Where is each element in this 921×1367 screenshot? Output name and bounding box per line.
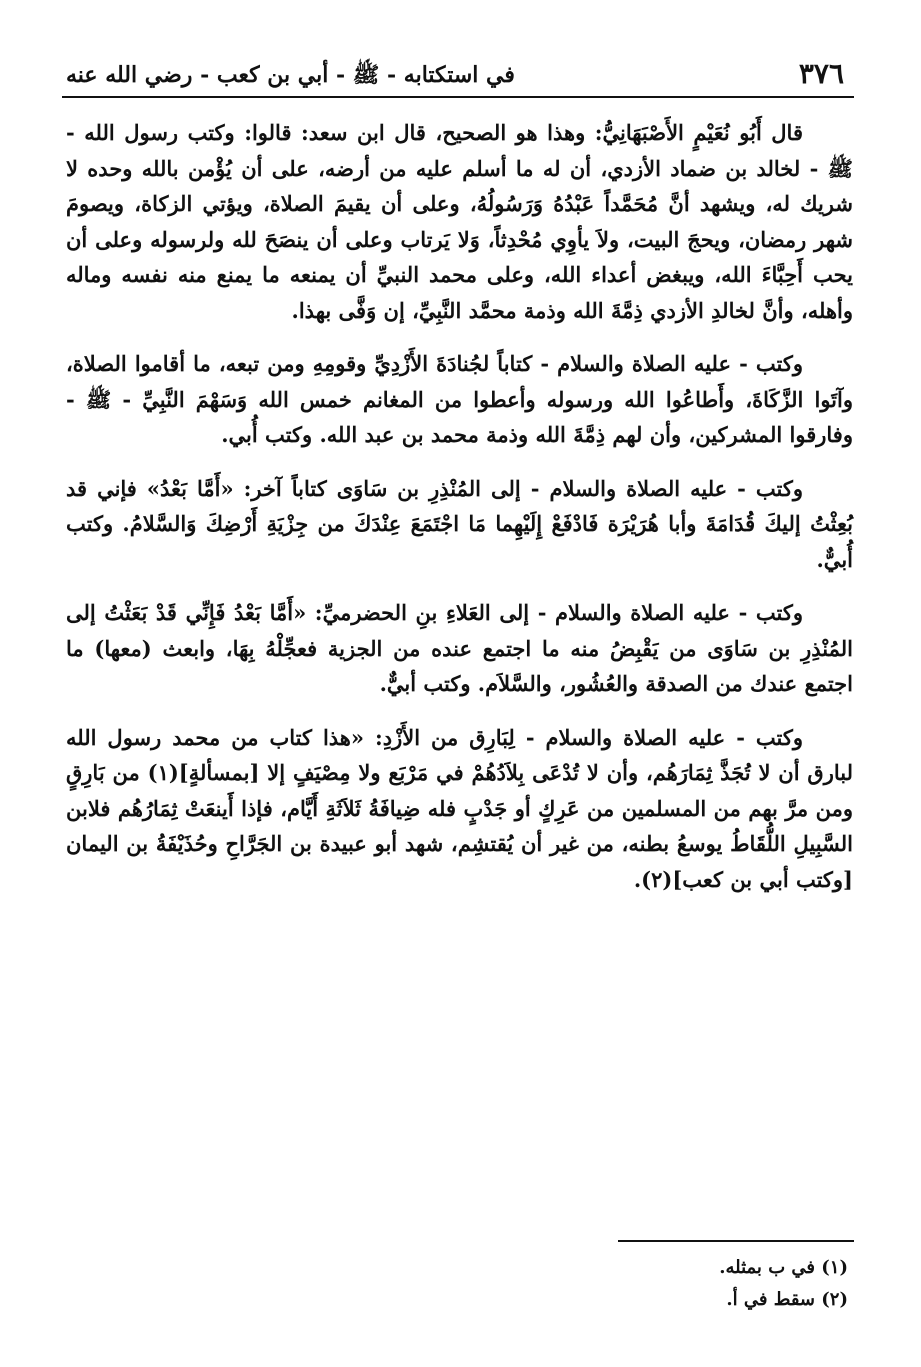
paragraph: قال أَبُو نُعَيْمٍ الأَصْبَهَانِيُّ: وهذا هو الصحيح، قال ابن سعد: قالوا: وكتب رسول الله - ﷺ - لخالد بن ضماد الأزدي، أن له ما أسلم عليه من أرضه، على أن يُؤْمن بالله وحده لا شريك له، ويشهد أنَّ مُحَمَّداً عَبْدُهُ وَرَسُولُهُ، وعلى أن يقيمَ الصلاة، ويؤتي الزكاة، ويصومَ شهر رمضان، ويحجَ البيت، ولاَ يأوِي مُحْدِثاً، وَلا يَرتاب وعلى أن ينصَحَ لله ولرسوله وعلى أن يحب أَحِبَّاءَ الله، ويبغض أعداء الله، وعلى محمد النبيِّ أن يمنعه ما يمنع منه نفسه وماله وأهله، وأنَّ لخالدِ الأزدي ذِمَّةَ الله وذمة محمَّد النَّبِيِّ، إن وَفَّى بهذا. xyxy=(66,120,854,323)
paragraph: وكتب - عليه الصلاة والسلام - كتاباً لجُنادَةَ الأَزْدِيِّ وقومِهِ ومن تبعه، ما أقاموا الصلاة، وآتَوا الزَّكَاةَ، وأَطاعُوا الله ورسوله وأعطوا من المغانم خمس الله وَسَهْمَ النَّبِيِّ - ﷺ - وفارقوا المشركين، وأن لهم ذِمَّةَ الله وذمة محمد بن عبد الله. وكتب أُبي. xyxy=(66,351,853,447)
page-header xyxy=(62,52,854,98)
footnotes xyxy=(500,1252,848,1316)
paragraph: وكتب - عليه الصلاة والسلام - إلى المُنْذِرِ بن سَاوَى كتاباً آخر: «أَمَّا بَعْدُ» فإني قد بُعِثْتُ إليكَ قُدَامَةَ وأبا هُرَيْرَة فَادْفَعْ إِلَيْهِما مَا اجْتَمَعَ عِنْدَكَ من جِزْيَةِ أَرْضِكَ وَالسَّلامُ. وكتب أُبيٌّ. xyxy=(66,475,853,572)
paragraph: وكتب - عليه الصلاة والسلام - إلى العَلاءِ بنِ الحضرميِّ: «أَمَّا بَعْدُ فَإِنِّي قَدْ بَعَثْتُ إلى المُنْذِرِ بن سَاوَى من يَقْبِضُ منه ما اجتمع عنده من الجزية فعجِّلْهُ بِهَا، وابعث (معها) ما اجتمع عندك من الصدقة والعُشُور، والسَّلاَم. وكتب أبيٌّ. xyxy=(66,600,853,696)
paragraph: وكتب - عليه الصلاة والسلام - لِبَارِق من الأَزْدِ: «هذا كتاب من محمد رسول الله لبارق أن لا تُجَذَّ ثِمَارَهُم، وأن لا تُدْعَى بِلاَدُهُمْ في مَرْبَع ولا مِصْيَفٍ إلا [بمسألةٍ](١) من بَارِقٍ ومن مرَّ بهم من المسلمين من عَرِكٍ أو جَدْبٍ فله ضِيافَةُ ثَلاَثَةِ أَيَّام، فإذا أَينعَتْ ثِمَارُهُم فلابن السَّبِيلِ اللُّقَاطُ يوسعُ بطنه، من غير أن يُقتشِم، شهد أبو عبيدة بن الجَرَّاحِ وحُذَيْفَةُ بن اليمان [وكتب أبي بن كعب](٢). xyxy=(66,724,853,892)
footnote: (١) في ب بمثله. xyxy=(719,1257,848,1278)
page-number: ٣٧٦ xyxy=(798,57,844,90)
running-title: في استكتابه - ﷺ - أبي بن كعب - رضي الله عنه xyxy=(66,62,515,88)
main-text xyxy=(66,115,853,915)
footnote-divider xyxy=(618,1240,854,1242)
footnote: (٢) سقط في أ. xyxy=(726,1289,848,1310)
